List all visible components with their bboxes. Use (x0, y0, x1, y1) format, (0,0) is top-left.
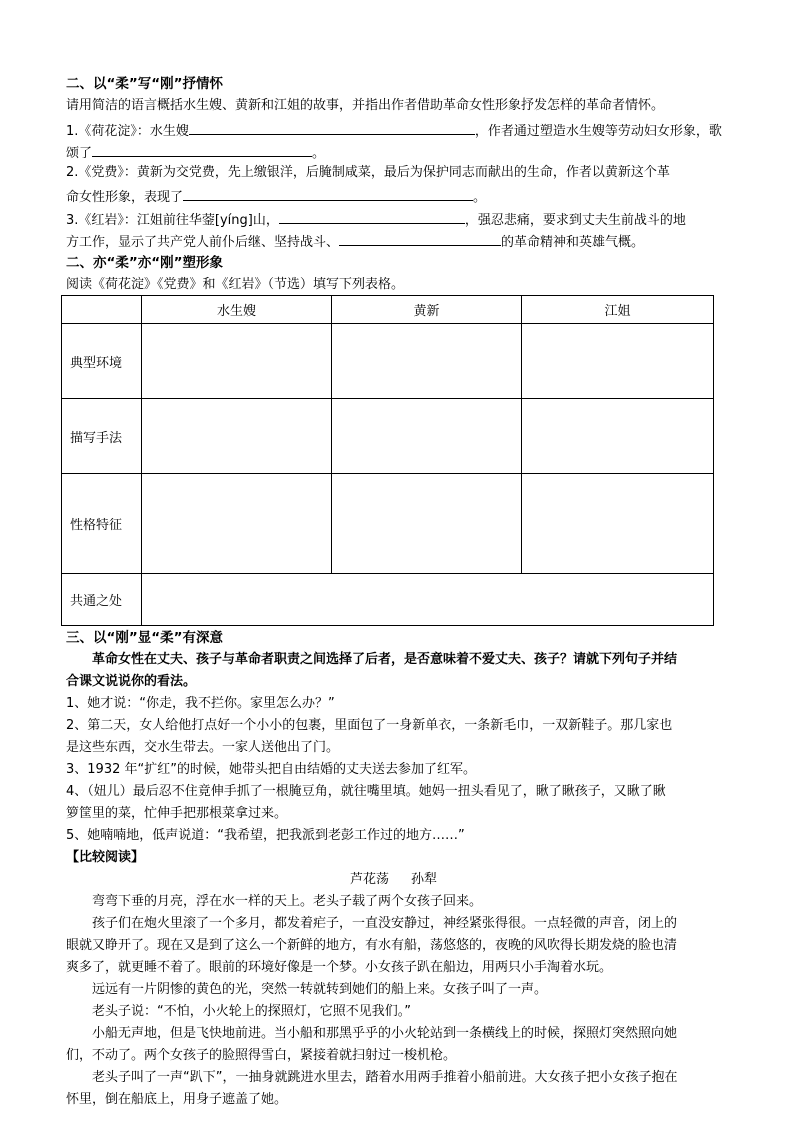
section3-question-line2: 合课文说说你的看法。 (66, 674, 197, 689)
reading-title: 芦花荡 (350, 872, 390, 887)
table-row-label: 共通之处 (62, 574, 142, 626)
reading-title-line (350, 871, 437, 889)
answer-blank-4[interactable] (279, 209, 465, 224)
section1-item2-line1: 2.《党费》：黄新为交党费，先上缴银洋，后腌制咸菜，最后为保护同志而献出的生命，作者以黄新这个革 (66, 165, 670, 180)
reading-paragraph-6-line1: 老头子叫了一声“趴下”，一抽身就跳进水里去，踏着水用两手推着小船前进。大女孩子把小女孩子抱在 (92, 1070, 678, 1085)
table-header-cell: 黄新 (332, 296, 522, 324)
reading-paragraph-6-line2: 怀里，倒在船底上，用身子遮盖了她。 (66, 1092, 288, 1107)
section3-heading: 三、以“刚”显“柔”有深意 (66, 630, 223, 646)
section1-item3-line2: 方工作，显示了共产党人前仆后继、坚持战斗、 的革命精神和英雄气概。 (66, 231, 644, 252)
sentence-4-line2: 箩筐里的菜，忙伸手把那根菜拿过来。 (66, 806, 288, 821)
sentence-5: 5、她喃喃地，低声说道：“我希望，把我派到老彭工作过的地方……” (66, 828, 465, 843)
reading-paragraph-4: 老头子说：“不怕，小火轮上的探照灯，它照不见我们。” (92, 1004, 411, 1019)
table-row (62, 474, 714, 574)
reading-paragraph-5-line1: 小船无声地，但是飞快地前进。当小船和那黑乎乎的小火轮站到一条横线上的时候，探照灯突然照向她 (92, 1026, 678, 1041)
reading-paragraph-5-line2: 们，不动了。两个女孩子的脸照得雪白，紧接着就扫射过一梭机枪。 (66, 1048, 457, 1063)
table-header-cell: 江姐 (522, 296, 714, 324)
section3-question-line1: 革命女性在丈夫、孩子与革命者职责之间选择了后者，是否意味着不爱丈夫、孩子？请就下列句子并结 (92, 652, 678, 667)
table-row (62, 574, 714, 626)
section1-item1-line1: 1.《荷花淀》：水生嫂 ，作者通过塑造水生嫂等劳动妇女形象，歌 (66, 120, 722, 141)
reading-tag: 【比较阅读】 (66, 850, 145, 865)
answer-blank-3[interactable] (183, 186, 473, 201)
sentence-2-line1: 2、第二天，女人给他打点好一个小小的包裹，里面包了一身新单衣，一条新毛巾，一双新鞋子。那几家也 (66, 718, 673, 733)
table-row-label: 典型环境 (62, 324, 142, 399)
table-input-cell[interactable] (332, 399, 522, 474)
table-row (62, 399, 714, 474)
answer-blank-1[interactable] (189, 120, 475, 135)
table-row (62, 324, 714, 399)
sentence-2-line2: 是这些东西，交水生带去。一家人送他出了门。 (66, 740, 340, 755)
table-header-cell: 水生嫂 (142, 296, 332, 324)
table-corner-cell (62, 296, 142, 324)
character-table (61, 295, 714, 626)
reading-paragraph-2-line3: 爽多了，就更睡不着了。眼前的环境好像是一个梦。小女孩子趴在船边，用两只小手淘着水玩。 (66, 960, 613, 975)
table-header-row (62, 296, 714, 324)
section1-intro: 请用简洁的语言概括水生嫂、黄新和江姐的故事，并指出作者借助革命女性形象抒发怎样的革命者情怀。 (66, 98, 665, 113)
table-row-label: 描写手法 (62, 399, 142, 474)
table-input-cell[interactable] (522, 474, 714, 574)
reading-paragraph-2-line2: 眼就又睁开了。现在又是到了这么一个新鲜的地方，有水有船，荡悠悠的，夜晚的风吹得长期发烧的脸也清 (66, 938, 678, 953)
table-input-cell[interactable] (522, 324, 714, 399)
section1-item3-line1: 3.《红岩》：江姐前往华蓥[yíng]山， ，强忍悲痛，要求到丈夫生前战斗的地 (66, 209, 686, 230)
reading-paragraph-2-line1: 孩子们在炮火里滚了一个多月，都发着疟子，一直没安静过，神经紧张得很。一点轻微的声音，闭上的 (92, 916, 678, 931)
sentence-1: 1、她才说：“你走，我不拦你。家里怎么办？” (66, 696, 335, 711)
table-input-cell[interactable] (142, 474, 332, 574)
answer-blank-2[interactable] (92, 142, 312, 157)
table-input-cell[interactable] (522, 399, 714, 474)
reading-paragraph-3: 远远有一片阴惨的黄色的光，突然一转就转到她们的船上来。女孩子叫了一声。 (92, 982, 548, 997)
table-row-label: 性格特征 (62, 474, 142, 574)
table-input-cell[interactable] (142, 324, 332, 399)
section1-heading: 二、以“柔”写“刚”抒情怀 (66, 76, 223, 92)
table-input-cell[interactable] (142, 399, 332, 474)
reading-paragraph-1: 弯弯下垂的月亮，浮在水一样的天上。老头子载了两个女孩子回来。 (92, 894, 483, 909)
section2-heading: 二、亦“柔”亦“刚”塑形象 (66, 255, 223, 271)
sentence-4-line1: 4、（妞儿）最后忍不住竟伸手抓了一根腌豆角，就往嘴里填。她妈一扭头看见了，瞅了瞅孩子，又瞅了瞅 (66, 784, 666, 799)
sentence-3: 3、1932 年“扩红”的时候，她带头把自由结婚的丈夫送去参加了红军。 (66, 762, 476, 777)
answer-blank-5[interactable] (339, 231, 501, 246)
table-input-cell-merged[interactable] (142, 574, 714, 626)
table-input-cell[interactable] (332, 324, 522, 399)
table-input-cell[interactable] (332, 474, 522, 574)
section1-item1-line2: 颂了 。 (66, 142, 325, 163)
section2-intro: 阅读《荷花淀》《党费》和《红岩》（节选）填写下列表格。 (66, 277, 405, 292)
reading-author: 孙犁 (411, 872, 438, 887)
section1-item2-line2: 命女性形象，表现了 。 (66, 186, 486, 207)
